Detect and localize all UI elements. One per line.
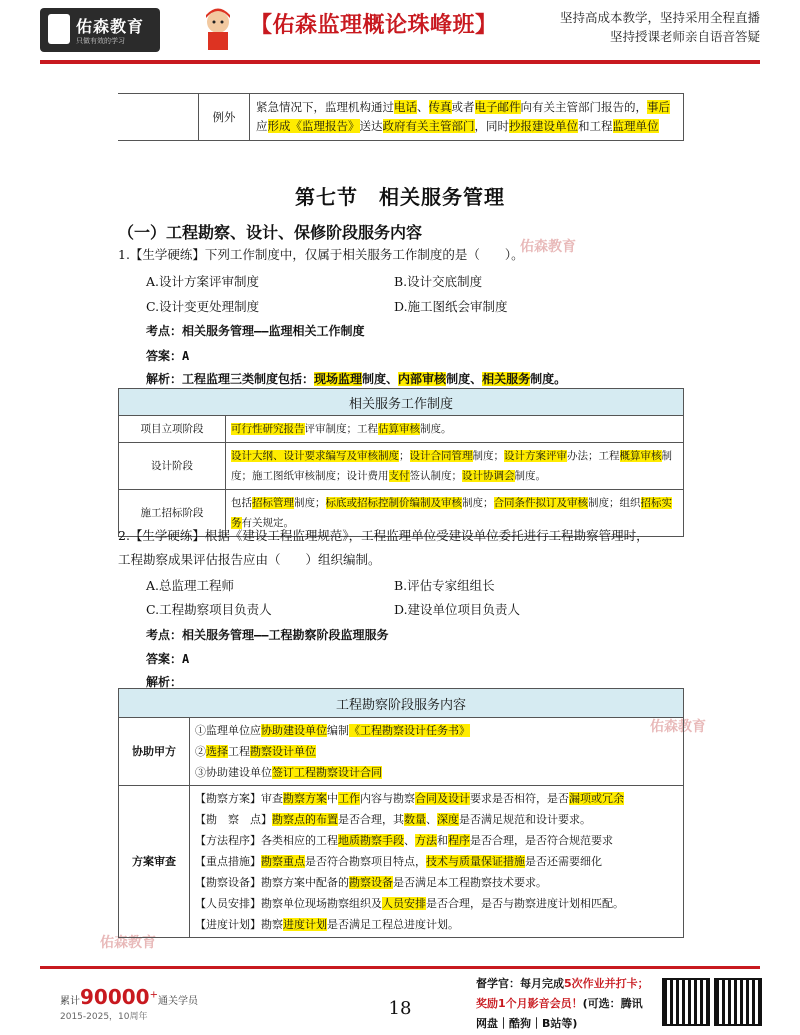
text: ，同时 <box>474 119 509 133</box>
row-label: 项目立项阶段 <box>119 416 226 443</box>
table-row <box>119 786 684 938</box>
highlight: 监理单位 <box>612 119 659 133</box>
promo-text: 网盘｜酷狗｜B站等) <box>476 1017 578 1030</box>
table-header: 工程勘察阶段服务内容 <box>119 689 684 718</box>
sub-section-title: （一）工程勘察、设计、保修阶段服务内容 <box>118 223 423 242</box>
company-logo <box>40 8 160 52</box>
highlight: 方法 <box>415 834 437 847</box>
list-item <box>195 720 678 741</box>
text: 【人员安排】勘察单位现场勘察组织及 <box>195 897 382 910</box>
service-system-table <box>118 388 684 537</box>
highlight: 深度 <box>437 813 459 826</box>
highlight: 数量 <box>404 813 426 826</box>
exception-label: 例外 <box>199 94 250 141</box>
highlight: 内部审核 <box>398 372 447 386</box>
text: 制度； <box>294 497 326 509</box>
row-label: 协助甲方 <box>119 718 190 786</box>
q2-analysis: 解析： <box>146 675 183 689</box>
watermark: 佑森教育 <box>650 719 706 735</box>
highlight: 现场监理 <box>314 372 363 386</box>
q1-option-c: C.设计变更处理制度 <box>146 299 260 314</box>
highlight: 设计合同管理 <box>409 450 473 462</box>
mascot-icon <box>196 6 240 54</box>
text: 紧急情况下，监理机构通过 <box>256 100 394 114</box>
text: 、 <box>417 100 429 114</box>
text: 制度； <box>472 450 504 462</box>
row-content <box>190 786 684 938</box>
section-title: 第七节 相关服务管理 <box>295 185 505 209</box>
logo-slogan: 只做有效的学习 <box>76 37 125 45</box>
q2-option-c: C.工程勘察项目负责人 <box>146 602 272 617</box>
footer-promo <box>476 974 649 1034</box>
table-row <box>119 443 684 490</box>
highlight: 招标实务 <box>231 497 672 529</box>
text: 、 <box>426 813 437 826</box>
text: 【重点措施】 <box>195 855 261 868</box>
text: ①监理单位应 <box>195 724 261 737</box>
text: 有关规定。 <box>241 517 294 529</box>
text: 办法；工程 <box>567 450 620 462</box>
text: 应 <box>256 119 268 133</box>
question-2-stem-line1: 2.【生学硬练】根据《建设工程监理规范》，工程监理单位受建设单位委托进行工程勘察管理时， <box>118 528 649 543</box>
highlight: 支付 <box>388 470 410 482</box>
highlight: 选择 <box>206 745 228 758</box>
text: 是否合理，是否符合规范要求 <box>470 834 613 847</box>
highlight: 政府有关主管部门 <box>382 119 475 133</box>
text: ； <box>399 450 410 462</box>
text: 向有关主管部门报告的， <box>520 100 647 114</box>
highlight: 合同条件拟订及审核 <box>493 497 588 509</box>
text: 制度。 <box>420 423 452 435</box>
highlight: 相关服务 <box>482 372 531 386</box>
text: 工程 <box>228 745 250 758</box>
question-2-stem-line2: 工程勘察成果评估报告应由（ ）组织编制。 <box>118 552 381 567</box>
text: 内容与勘察 <box>360 792 415 805</box>
highlight: 形成《监理报告》 <box>267 119 360 133</box>
count-value: 90000 <box>80 985 150 1009</box>
text: 【勘 察 点】 <box>195 813 272 826</box>
promo-highlight: 奖励1个月影音会员！ <box>476 997 583 1010</box>
text: 是否满足工程总进度计划。 <box>327 918 459 931</box>
highlight: 电子邮件 <box>474 100 521 114</box>
count-suffix: 通关学员 <box>157 996 198 1007</box>
text: 是否符合勘察项目特点， <box>305 855 426 868</box>
text: 【方法程序】各类相应的工程 <box>195 834 338 847</box>
highlight: 事后 <box>647 100 670 114</box>
text: 制度、 <box>446 372 483 386</box>
text: 制度； <box>462 497 494 509</box>
q2-option-a: A.总监理工程师 <box>146 578 235 593</box>
highlight: 技术与质量保证措施 <box>426 855 525 868</box>
list-item <box>195 851 678 872</box>
highlight: 进度计划 <box>283 918 327 931</box>
question-1-stem: 1.【生学硬练】下列工作制度中，仅属于相关服务工作制度的是（ ）。 <box>118 247 524 262</box>
footer-divider <box>40 966 760 969</box>
highlight: 协助建设单位 <box>261 724 327 737</box>
text: 【勘察方案】审查 <box>195 792 283 805</box>
highlight: 估算审核 <box>378 423 420 435</box>
table-row <box>119 718 684 786</box>
text: 是否满足规范和设计要求。 <box>459 813 591 826</box>
highlight: 可行性研究报告 <box>231 423 305 435</box>
text: 【勘察设备】勘察方案中配备的 <box>195 876 349 889</box>
highlight: 程序 <box>448 834 470 847</box>
text: 制度、 <box>362 372 399 386</box>
highlight: 设计协调会 <box>462 470 515 482</box>
q1-point: 考点：相关服务管理——监理相关工作制度 <box>146 324 365 338</box>
highlight: 勘察点的布置 <box>272 813 338 826</box>
text: 是否合理，其 <box>338 813 404 826</box>
text: 解析：工程监理三类制度包括： <box>146 372 315 386</box>
highlight: 勘察方案 <box>283 792 327 805</box>
highlight: 抄报建设单位 <box>509 119 578 133</box>
count-prefix: 累计 <box>60 996 80 1007</box>
row-content <box>226 443 684 490</box>
q2-option-d: D.建设单位项目负责人 <box>394 602 521 617</box>
q1-analysis <box>146 370 566 387</box>
promo-text: 督学官：每月完成 <box>476 977 564 990</box>
highlight: 标底或招标控制价编制及审核 <box>325 497 462 509</box>
survey-service-table <box>118 688 684 938</box>
row-label: 设计阶段 <box>119 443 226 490</box>
table-header: 相关服务工作制度 <box>119 389 684 416</box>
watermark: 佑森教育 <box>100 935 156 951</box>
text: ③协助建设单位 <box>195 766 272 779</box>
slogan-line-2: 坚持授课老师亲自语音答疑 <box>609 29 760 44</box>
list-item <box>195 762 678 783</box>
exception-text <box>250 94 684 141</box>
header-title: 【佑森监理概论珠峰班】 <box>250 13 498 38</box>
text: ② <box>195 745 206 758</box>
count-plus: + <box>149 989 158 1001</box>
text: 评审制度；工程 <box>304 423 378 435</box>
highlight: 传真 <box>428 100 452 114</box>
list-item <box>195 788 678 809</box>
table-row <box>119 416 684 443</box>
list-item <box>195 809 678 830</box>
text: 、 <box>404 834 415 847</box>
header-slogans <box>560 8 760 46</box>
promo-text: (可选：腾讯 <box>582 997 643 1010</box>
q1-option-d: D.施工图纸会审制度 <box>394 299 508 314</box>
page-number: 18 <box>388 998 412 1019</box>
qr-code-icon <box>714 978 762 1026</box>
exception-table <box>118 93 684 141</box>
text: 是否合理，是否与勘察进度计划相匹配。 <box>426 897 624 910</box>
highlight: 勘察重点 <box>261 855 305 868</box>
highlight: 签订工程勘察设计合同 <box>272 766 382 779</box>
q2-answer: 答案：A <box>146 652 190 666</box>
promo-highlight: 5次作业并打卡； <box>564 977 649 990</box>
row-content <box>190 718 684 786</box>
row-label: 施工招标阶段 <box>119 490 226 537</box>
text: 制度；施工图纸审核制度；设计费用 <box>231 450 672 482</box>
highlight: 人员安排 <box>382 897 426 910</box>
qr-code-icon <box>662 978 710 1026</box>
text: 编制 <box>327 724 349 737</box>
logo-mark-icon <box>48 14 70 44</box>
highlight: 《工程勘察设计任务书》 <box>349 724 470 737</box>
row-content <box>226 416 684 443</box>
highlight: 设计大纲、设计要求编写及审核制度 <box>231 450 399 462</box>
text: 或者 <box>451 100 475 114</box>
highlight: 勘察设计单位 <box>250 745 316 758</box>
highlight: 地质勘察手段 <box>338 834 404 847</box>
list-item <box>195 872 678 893</box>
highlight: 工作 <box>338 792 360 805</box>
slogan-line-1: 坚持高成本教学，坚持采用全程直播 <box>559 10 760 25</box>
text: 和 <box>437 834 448 847</box>
q1-option-a: A.设计方案评审制度 <box>146 274 260 289</box>
list-item <box>195 914 678 935</box>
text: 中 <box>327 792 338 805</box>
text: 【进度计划】勘察 <box>195 918 283 931</box>
q2-point: 考点：相关服务管理——工程勘察阶段监理服务 <box>146 628 389 642</box>
page-header <box>0 0 800 66</box>
text: 制度；组织 <box>588 497 641 509</box>
logo-name: 佑森教育 <box>76 17 145 36</box>
text: 要求是否相符，是否 <box>470 792 569 805</box>
text: 签认制度； <box>409 470 462 482</box>
text: 包括 <box>231 497 252 509</box>
highlight: 漏项或冗余 <box>569 792 624 805</box>
text: 和工程 <box>578 119 613 133</box>
text: 送达 <box>359 119 383 133</box>
text: 是否还需要细化 <box>525 855 602 868</box>
highlight: 勘察设备 <box>349 876 393 889</box>
row-label: 方案审查 <box>119 786 190 938</box>
highlight: 设计方案评审 <box>504 450 567 462</box>
watermark: 佑森教育 <box>520 239 576 255</box>
q1-option-b: B.设计交底制度 <box>394 274 483 289</box>
highlight: 概算审核 <box>619 450 662 462</box>
text: 制度。 <box>514 470 546 482</box>
header-divider <box>40 60 760 64</box>
q1-answer: 答案：A <box>146 349 190 363</box>
list-item <box>195 830 678 851</box>
text: 制度。 <box>530 372 567 386</box>
highlight: 合同及设计 <box>415 792 470 805</box>
highlight: 电话 <box>394 100 417 114</box>
list-item <box>195 893 678 914</box>
years-text: 2015-2025，10周年 <box>60 1012 148 1022</box>
list-item <box>195 741 678 762</box>
highlight: 招标管理 <box>252 497 294 509</box>
q2-option-b: B.评估专家组组长 <box>394 578 495 593</box>
text: 是否满足本工程勘察技术要求。 <box>393 876 547 889</box>
